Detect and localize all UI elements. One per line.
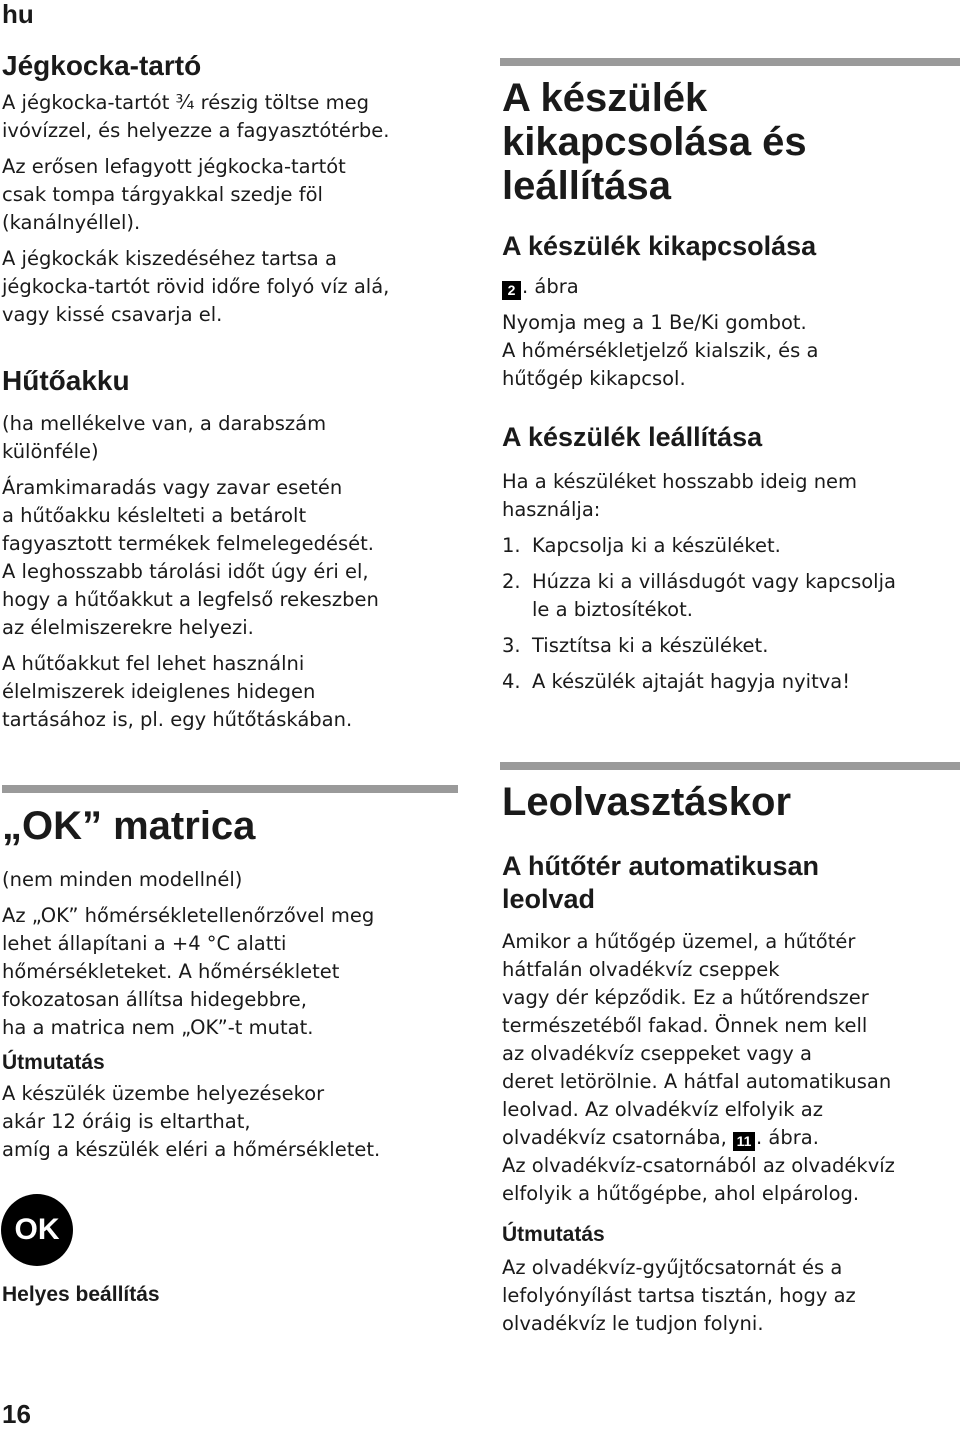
section-divider bbox=[500, 58, 960, 66]
shutdown-steps-list bbox=[502, 532, 954, 696]
switch-off-subtitle: A készülék kikapcsolása bbox=[502, 231, 817, 261]
shutdown-paragraph: Ha a készüléket hosszabb ideig nem használja: bbox=[502, 470, 858, 521]
switch-off-paragraph: Nyomja meg a 1 Be/Ki gombot. A hőmérsékletjelző kialszik, és a hűtőgép kikapcsol. bbox=[502, 311, 819, 390]
switch-off-section bbox=[502, 76, 954, 696]
ice-tray-section bbox=[2, 51, 452, 329]
shutdown-subtitle: A készülék leállítása bbox=[502, 422, 763, 452]
ice-tray-paragraph-1: A jégkocka-tartót ¾ részig töltse meg ivóvízzel, és helyezze a fagyasztótérbe. bbox=[2, 91, 390, 142]
cool-pack-title: Hűtőakku bbox=[2, 365, 130, 396]
page-number: 16 bbox=[2, 1399, 31, 1429]
list-item-text: A készülék ajtaját hagyja nyitva! bbox=[532, 670, 851, 693]
list-item-text: Húzza ki a villásdugót vagy kapcsolja le a biztosítékot. bbox=[532, 570, 896, 621]
ice-tray-paragraph-3: A jégkockák kiszedéséhez tartsa a jégkocka-tartót rövid időre folyó víz alá, vagy kissé csavarja el. bbox=[2, 247, 390, 326]
ok-sticker-hint-title: Útmutatás bbox=[2, 1051, 105, 1074]
cool-pack-paragraph-1: Áramkimaradás vagy zavar esetén a hűtőakku késlelteti a betárolt fagyasztott termékek felmelegedését. A leghosszabb tárolási időt úgy éri el, hogy a hűtőakkut a legfelső rekeszben az élelmiszerekre helyezi. bbox=[2, 476, 379, 639]
cool-pack-section bbox=[2, 366, 452, 734]
ok-icon-label: OK bbox=[14, 1213, 60, 1246]
ok-sticker-section bbox=[2, 804, 452, 1164]
figure-number-badge: 2 bbox=[502, 281, 521, 300]
defrost-subtitle: A hűtőtér automatikusan leolvad bbox=[502, 851, 820, 914]
list-item-number: 2. bbox=[502, 570, 521, 593]
list-item bbox=[502, 632, 954, 660]
figure-reference-line bbox=[502, 273, 954, 301]
ok-sticker-paragraph: Az „OK” hőmérsékletellenőrzővel meg lehet állapítani a +4 °C alatti hőmérsékleteket. A hőmérsékletet fokozatosan állítsa hidegebbre, ha a matrica nem „OK”-t mutat. bbox=[2, 904, 375, 1039]
ok-sticker-note: (nem minden modellnél) bbox=[2, 868, 243, 891]
switch-off-title: A készülék kikapcsolása és leállítása bbox=[502, 76, 807, 208]
language-code: hu bbox=[2, 0, 34, 29]
ok-sticker-icon bbox=[1, 1194, 73, 1266]
list-item bbox=[502, 668, 954, 696]
list-item bbox=[502, 532, 954, 560]
list-item bbox=[502, 568, 954, 624]
defrost-title: Leolvasztáskor bbox=[502, 780, 792, 824]
list-item-text: Tisztítsa ki a készüléket. bbox=[532, 634, 769, 657]
figure-reference-suffix: . ábra bbox=[522, 275, 579, 298]
figure-number-badge: 11 bbox=[733, 1132, 755, 1151]
ice-tray-title: Jégkocka-tartó bbox=[2, 50, 202, 81]
section-divider bbox=[500, 762, 960, 770]
figure-reference-suffix: . ábra. bbox=[756, 1126, 819, 1149]
ok-sticker-title: „OK” matrica bbox=[2, 804, 256, 848]
defrost-paragraph-1-text: Amikor a hűtőgép üzemel, a hűtőtér hátfalán olvadékvíz cseppek vagy dér képződik. Ez a hűtőrendszer természetéből fakad. Önnek nem kell az olvadékvíz cseppeket vagy a deret letörölnie. A hátfal automatikusan leolvad. Az olvadékvíz elfolyik az olvadékvíz csatornába, bbox=[502, 930, 892, 1149]
list-item-number: 4. bbox=[502, 670, 521, 693]
ice-tray-paragraph-2: Az erősen lefagyott jégkocka-tartót csak tompa tárgyakkal szedje föl (kanálnyéllel). bbox=[2, 155, 346, 234]
defrost-section bbox=[502, 780, 954, 1338]
defrost-paragraph-1 bbox=[502, 928, 954, 1152]
list-item-text: Kapcsolja ki a készüléket. bbox=[532, 534, 781, 557]
section-divider bbox=[2, 785, 458, 793]
defrost-paragraph-2: Az olvadékvíz-csatornából az olvadékvíz elfolyik a hűtőgépbe, ahol elpárolog. bbox=[502, 1154, 895, 1205]
defrost-hint-text: Az olvadékvíz-gyűjtőcsatornát és a lefolyónyílást tartsa tisztán, hogy az olvadékvíz le tudjon folyni. bbox=[502, 1256, 856, 1335]
cool-pack-paragraph-2: A hűtőakkut fel lehet használni élelmiszerek ideiglenes hidegen tartásához is, pl. egy hűtőtáskában. bbox=[2, 652, 353, 731]
defrost-hint-title: Útmutatás bbox=[502, 1223, 605, 1246]
cool-pack-note: (ha mellékelve van, a darabszám különféle) bbox=[2, 412, 327, 463]
list-item-number: 3. bbox=[502, 634, 521, 657]
list-item-number: 1. bbox=[502, 534, 521, 557]
ok-sticker-caption: Helyes beállítás bbox=[2, 1283, 160, 1306]
ok-sticker-hint-text: A készülék üzembe helyezésekor akár 12 óráig is eltarthat, amíg a készülék eléri a hőmérsékletet. bbox=[2, 1082, 381, 1161]
